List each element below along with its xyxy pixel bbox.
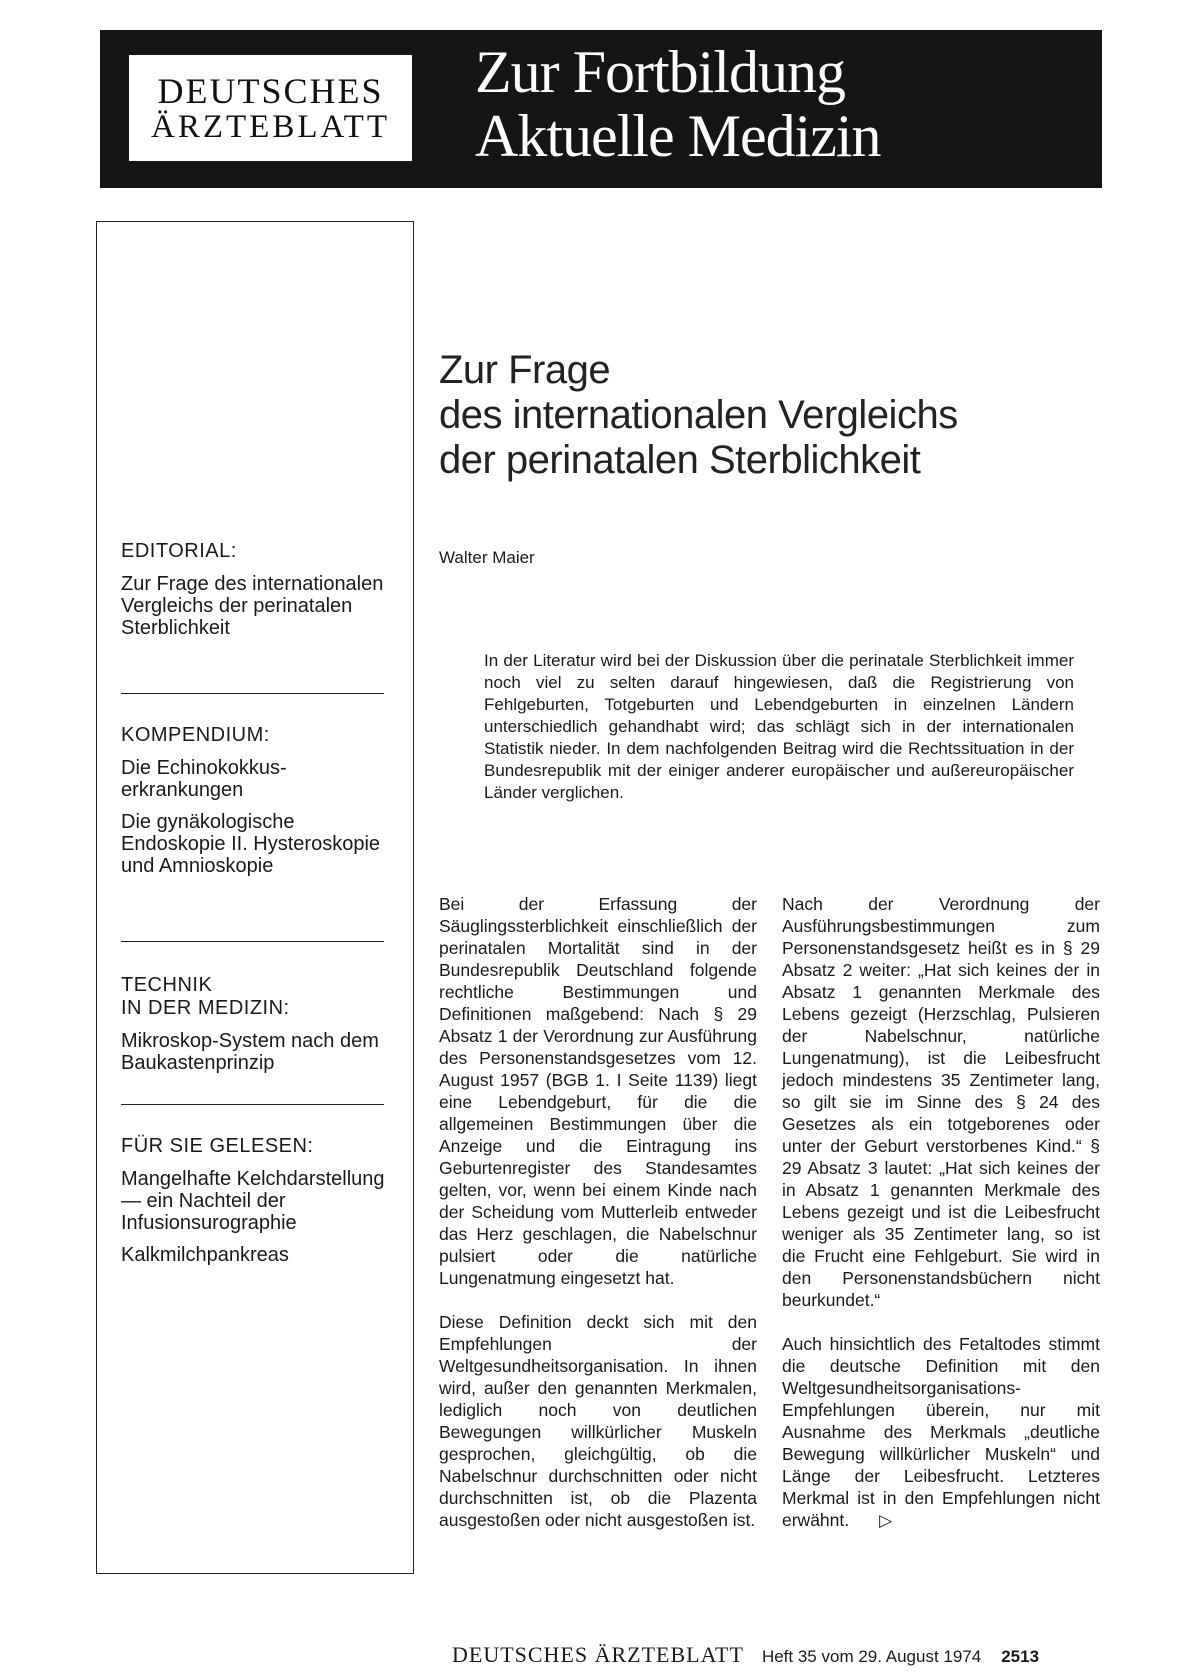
sidebar-item-technik: Mikroskop-System nach dem Baukastenprinzip <box>121 1030 379 1074</box>
sidebar-heading-technik-line1: TECHNIK <box>121 974 213 996</box>
footer-journal-name: DEUTSCHES ÄRZTEBLATT <box>452 1642 744 1667</box>
logo-line1: DEUTSCHES <box>157 71 384 111</box>
sidebar-divider <box>121 941 384 942</box>
sidebar-item-editorial: Zur Frage des internationalen Vergleichs der perinatalen Sterblichkeit <box>121 573 384 639</box>
sidebar-gelesen <box>121 1135 391 1276</box>
body-paragraph: Bei der Erfassung der Säuglingssterblichkeit einschließlich der perinatalen Mortalität sind in der Bundesrepublik Deutschland folgende rechtliche Bestimmungen und Definitionen maßgebend: Nach § 29 Absatz 1 der Verordnung zur Ausführung des Personenstandsgesetzes vom 12. August 1957 (BGB 1. I Seite 1139) liegt eine Lebendgeburt, für die die allgemeinen Bestimmungen über die Anzeige und die Eintragung ins Geburtenregister des Standesamtes gelten, vor, wenn bei einem Kinde nach der Scheidung vom Mutterleib entweder das Herz geschlagen, die Nabelschnur pulsiert oder die natürliche Lungenatmung eingesetzt hat. <box>439 894 757 1288</box>
sidebar-heading-editorial: EDITORIAL: <box>121 540 237 562</box>
sidebar-technik <box>121 974 391 1084</box>
sidebar-item-kompendium-2: Die gynäkologische Endoskopie II. Hysteroskopie und Amnioskopie <box>121 811 381 877</box>
footer-issue: Heft 35 vom 29. August 1974 <box>761 1647 982 1666</box>
sidebar-heading-technik-line2: IN DER MEDIZIN: <box>121 997 290 1019</box>
sidebar-item-kompendium-1: Die Echinokokkus-erkrankungen <box>121 757 287 801</box>
header-banner <box>100 30 1102 188</box>
body-paragraph: Nach der Verordnung der Ausführungsbestimmungen zum Personenstandsgesetz heißt es in § 29 Absatz 2 weiter: „Hat sich keines der in Absatz 1 genannten Merkmale des Lebens gezeigt (Herzschlag, Pulsieren der Nabelschnur, natürliche Lungenatmung), ist die Leibesfrucht jedoch mindestens 35 Zentimeter lang, so gilt sie im Sinne des § 24 des Gesetzes als ein totgeborenes oder unter der Geburt verstorbenes Kind.“ § 29 Absatz 3 lautet: „Hat sich keines der in Absatz 1 genannten Merkmale des Lebens gezeigt und ist die Leibesfrucht weniger als 35 Zentimeter lang, so ist die Frucht eine Fehlgeburt. Sie wird in den Personenstandsbüchern nicht beurkundet.“ <box>782 894 1100 1310</box>
sidebar-kompendium <box>121 724 391 887</box>
page-footer <box>452 1642 1102 1668</box>
sidebar-heading-technik <box>121 974 391 1020</box>
sidebar-item-gelesen-1: Mangelhafte Kelchdarstellung — ein Nachteil der Infusionsurographie <box>121 1168 385 1234</box>
sidebar-heading-kompendium: KOMPENDIUM: <box>121 724 270 746</box>
section-title <box>475 40 881 168</box>
sidebar-divider <box>121 1104 384 1105</box>
article-title-line2: des internationalen Vergleichs <box>439 393 958 437</box>
sidebar-editorial <box>121 540 391 649</box>
article-author: Walter Maier <box>439 548 535 567</box>
article-abstract: In der Literatur wird bei der Diskussion über die perinatale Sterblichkeit immer noch viel zu selten darauf hingewiesen, daß die Registrierung von Fehlgeburten, Totgeburten und Lebendgeburten in einzelnen Ländern unterschiedlich gehandhabt wird; das schlägt sich in der internationalen Statistik nieder. In dem nachfolgenden Beitrag wird die Rechtssituation in der Bundesrepublik mit der einiger anderer europäischer und außereuropäischer Länder verglichen. <box>484 651 1074 802</box>
body-paragraph <box>782 1333 1100 1532</box>
sidebar-divider <box>121 693 384 694</box>
sidebar-heading-gelesen: FÜR SIE GELESEN: <box>121 1135 314 1157</box>
section-title-line2: Aktuelle Medizin <box>475 103 881 169</box>
body-column-left <box>439 893 757 1553</box>
logo-line2: ÄRZTEBLATT <box>151 109 390 145</box>
body-paragraph: Diese Definition deckt sich mit den Empfehlungen der Weltgesundheitsorganisation. In ihnen wird, außer den genannten Merkmalen, lediglich noch von deutlichen Bewegungen willkürlicher Muskeln gesprochen, gleichgültig, ob die Nabelschnur durchschnitten oder nicht durchschnitten ist, ob die Plazenta ausgestoßen oder nicht ausgestoßen ist. <box>439 1312 757 1530</box>
page-number: 2513 <box>1001 1647 1040 1666</box>
article-title-line3: der perinatalen Sterblichkeit <box>439 438 921 482</box>
body-paragraph-text: Auch hinsichtlich des Fetaltodes stimmt die deutsche Definition mit den Weltgesundheitsorganisations-Empfehlungen überein, nur mit Ausnahme des Merkmals „deutliche Bewegung willkürlicher Muskeln“ und Länge der Leibesfrucht. Letzteres Merkmal ist in den Empfehlungen nicht erwähnt. <box>782 1334 1100 1530</box>
body-column-right <box>782 893 1100 1554</box>
contents-sidebar <box>96 221 414 1574</box>
sidebar-item-gelesen-2: Kalkmilchpankreas <box>121 1244 289 1266</box>
article-title <box>439 348 1139 483</box>
journal-logo <box>129 55 412 161</box>
article-title-line1: Zur Frage <box>439 348 611 392</box>
section-title-line1: Zur Fortbildung <box>475 39 845 105</box>
continue-arrow-icon: ▷ <box>879 1511 893 1530</box>
